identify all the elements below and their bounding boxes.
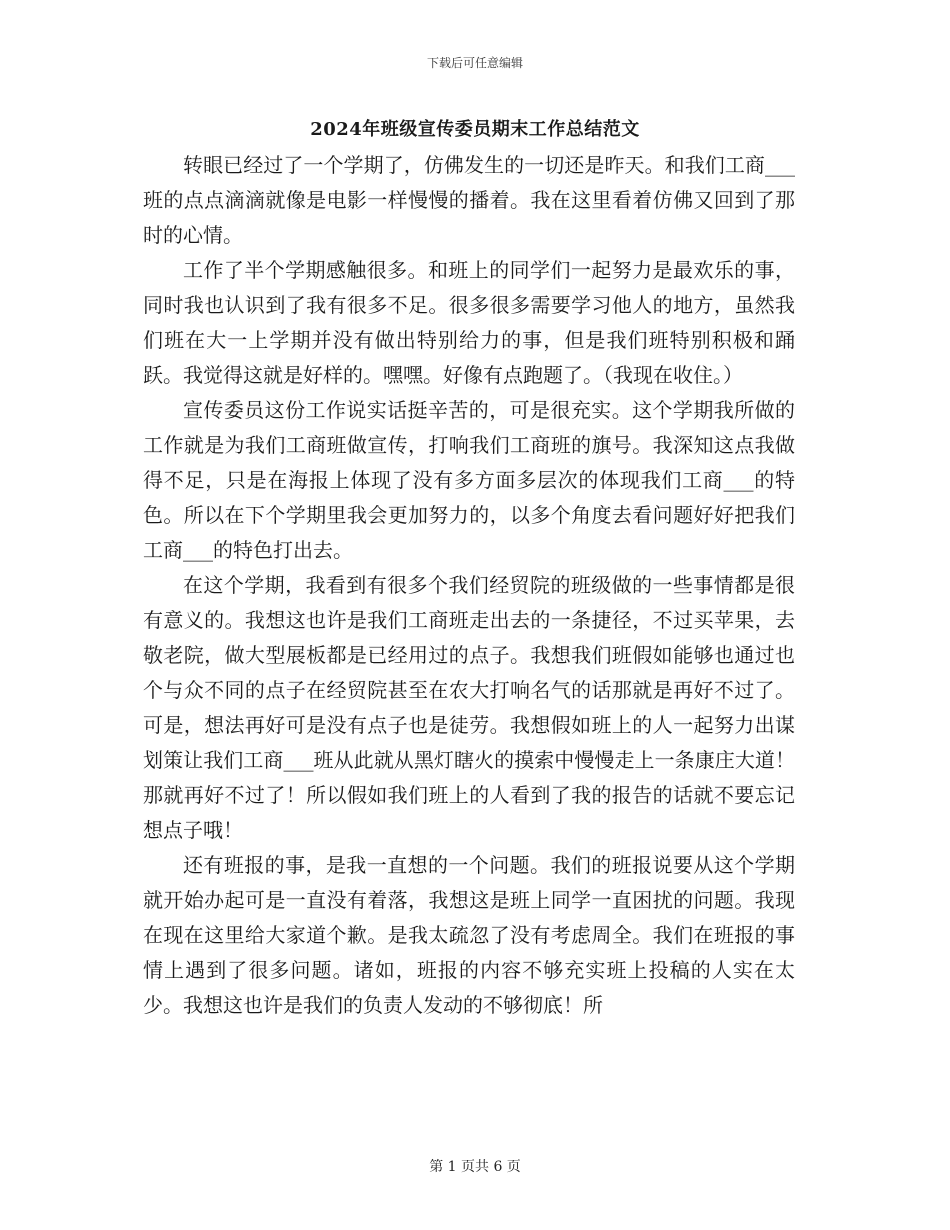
document-body: [143, 148, 795, 1023]
page-number: 第 1 页共 6 页: [429, 1159, 521, 1175]
paragraph: 工作了半个学期感触很多。和班上的同学们一起努力是最欢乐的事，同时我也认识到了我有很多不足。很多很多需要学习他人的地方，虽然我们班在大一上学期并没有做出特别给力的事，但是我们班特别积极和踊跃。我觉得这就是好样的。嘿嘿。好像有点跑题了。（我现在收住。）: [143, 258, 795, 387]
paragraph: 在这个学期，我看到有很多个我们经贸院的班级做的一些事情都是很有意义的。我想这也许是我们工商班走出去的一条捷径，不过买苹果，去敬老院，做大型展板都是已经用过的点子。我想我们班假如能够也通过也个与众不同的点子在经贸院甚至在农大打响名气的话那就是再好不过了。可是，想法再好可是没有点子也是徒劳。我想假如班上的人一起努力出谋划策让我们工商___班从此就从黑灯瞎火的摸索中慢慢走上一条康庄大道！那就再好不过了！所以假如我们班上的人看到了我的报告的话就不要忘记想点子哦！: [143, 573, 795, 842]
document-title: 2024年班级宣传委员期末工作总结范文: [310, 119, 640, 140]
paragraph: 转眼已经过了一个学期了，仿佛发生的一切还是昨天。和我们工商___班的点点滴滴就像是电影一样慢慢的播着。我在这里看着仿佛又回到了那时的心情。: [143, 153, 795, 247]
header-note: 下载后可任意编辑: [426, 56, 523, 70]
paragraph: 宣传委员这份工作说实话挺辛苦的，可是很充实。这个学期我所做的工作就是为我们工商班做宣传，打响我们工商班的旗号。我深知这点我做得不足，只是在海报上体现了没有多方面多层次的体现我们工商___的特色。所以在下个学期里我会更加努力的，以多个角度去看问题好好把我们工商___的特色打出去。: [143, 398, 795, 562]
paragraph: 还有班报的事，是我一直想的一个问题。我们的班报说要从这个学期就开始办起可是一直没有着落，我想这是班上同学一直困扰的问题。我现在现在这里给大家道个歉。是我太疏忽了没有考虑周全。我们在班报的事情上遇到了很多问题。诸如，班报的内容不够充实班上投稿的人实在太少。我想这也许是我们的负责人发动的不够彻底！所: [143, 853, 795, 1017]
